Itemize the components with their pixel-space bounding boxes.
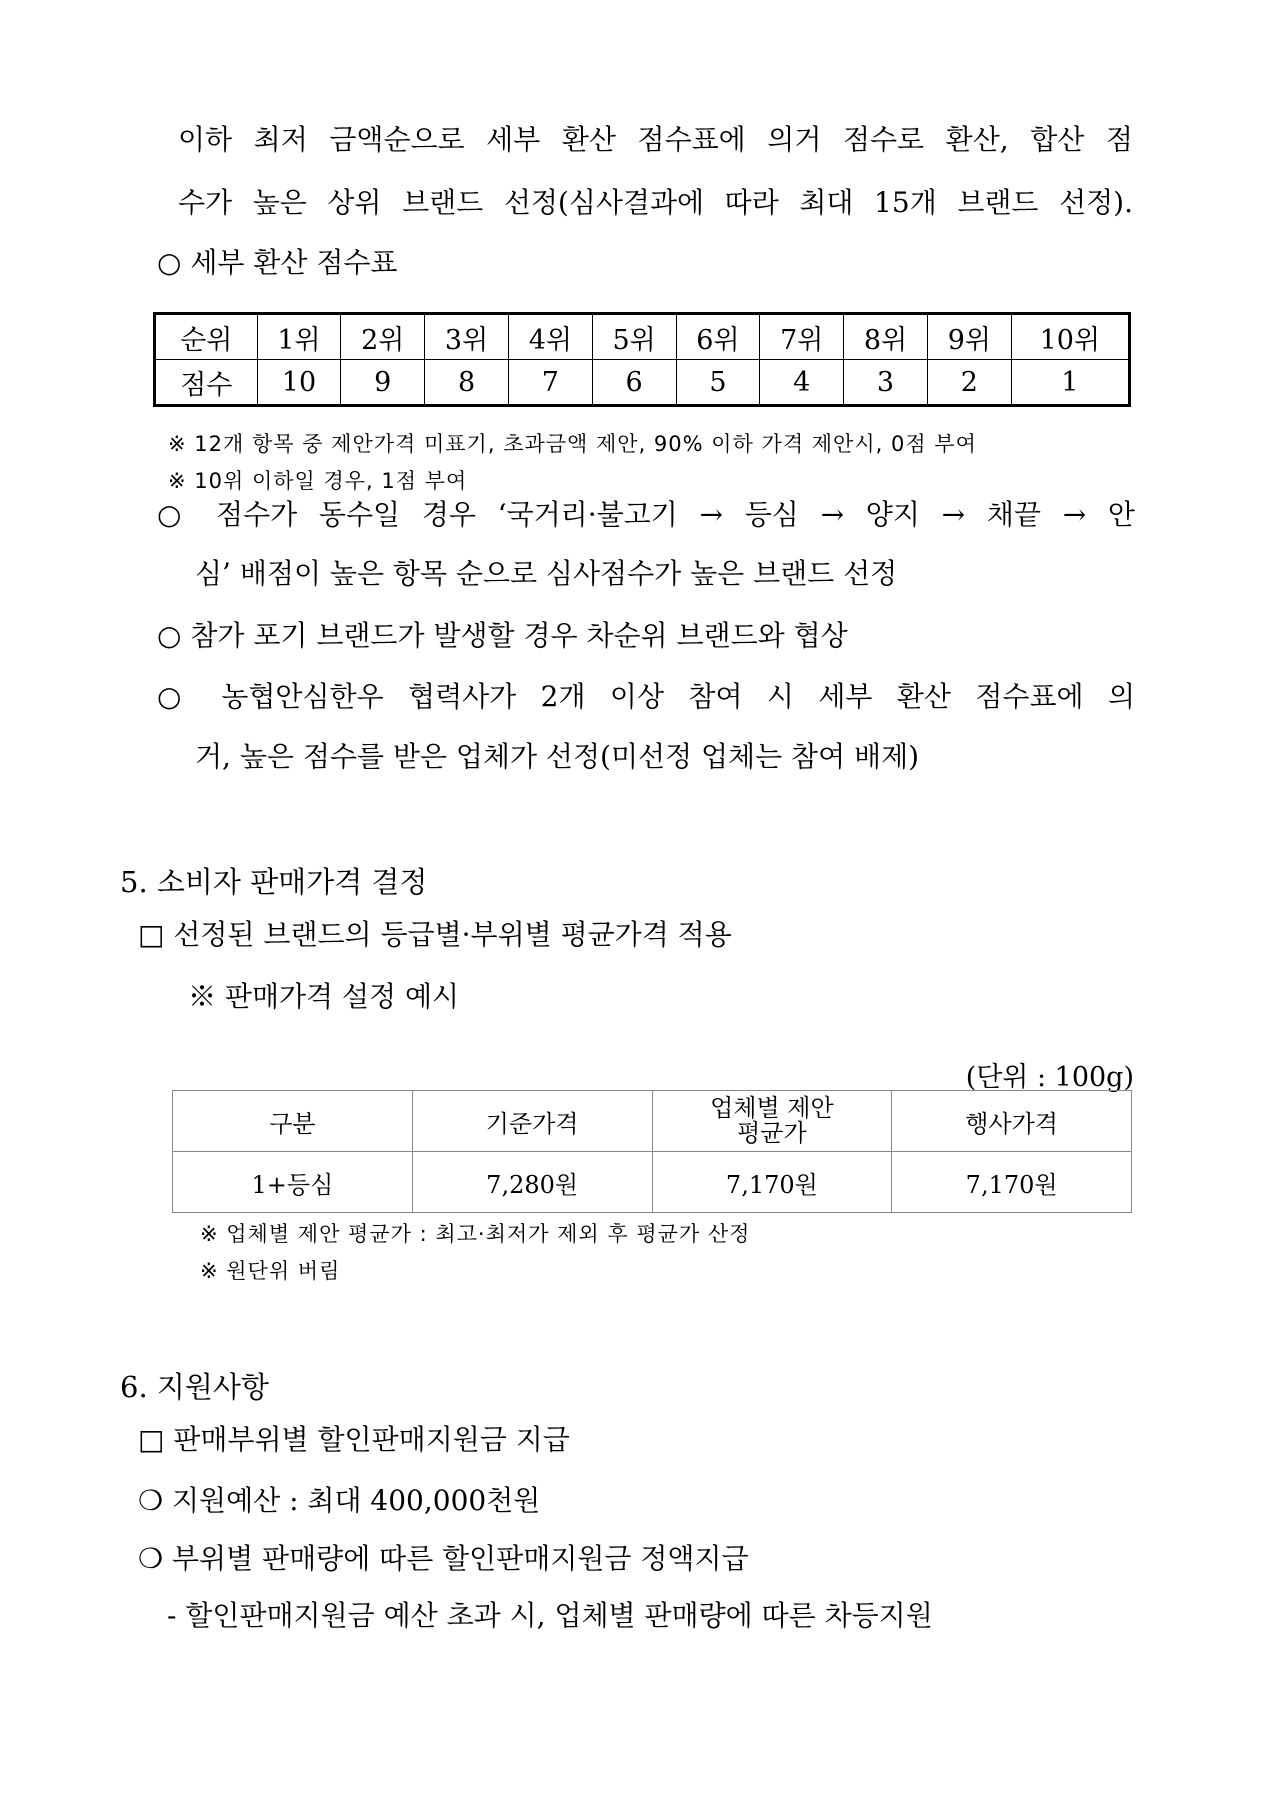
price-table bbox=[172, 1090, 1132, 1213]
score-cell: 2 bbox=[927, 360, 1011, 406]
price-data-row bbox=[173, 1152, 1132, 1213]
rank-cell: 4위 bbox=[508, 314, 592, 360]
score-table bbox=[153, 312, 1131, 407]
rank-cell: 7위 bbox=[760, 314, 844, 360]
fixed-support-line: ❍ 부위별 판매량에 따른 할인판매지원금 정액지급 bbox=[138, 1542, 749, 1575]
partner-rule-line-2: 거, 높은 점수를 받은 업체가 선정(미선정 업체는 참여 배제) bbox=[195, 740, 920, 773]
price-example-caption: ※ 판매가격 설정 예시 bbox=[188, 980, 460, 1013]
intro-line-1: 이하 최저 금액순으로 세부 환산 점수표에 의거 점수로 환산, 합산 점 bbox=[178, 123, 1133, 156]
section-5-title: 5. 소비자 판매가격 결정 bbox=[120, 865, 428, 899]
cell-avg-proposal: 7,170원 bbox=[652, 1152, 892, 1213]
header-category: 구분 bbox=[173, 1091, 413, 1152]
cell-category: 1+등심 bbox=[173, 1152, 413, 1213]
differential-support-line: - 할인판매지원금 예산 초과 시, 업체별 판매량에 따른 차등지원 bbox=[167, 1599, 933, 1632]
cell-base-price: 7,280원 bbox=[412, 1152, 652, 1213]
tie-rule-line-2: 심’ 배점이 높은 항목 순으로 심사점수가 높은 브랜드 선정 bbox=[195, 557, 898, 590]
score-note-2: ※ 10위 이하일 경우, 1점 부여 bbox=[168, 469, 468, 493]
header-avg-proposal bbox=[652, 1091, 892, 1152]
rank-cell: 6위 bbox=[676, 314, 760, 360]
score-row-header: 점수 bbox=[155, 360, 258, 406]
score-cell: 3 bbox=[844, 360, 928, 406]
score-cell: 4 bbox=[760, 360, 844, 406]
tie-rule-line-1: ○ 점수가 동수일 경우 ‘국거리·불고기 → 등심 → 양지 → 채끝 → 안 bbox=[157, 498, 1135, 531]
header-base-price: 기준가격 bbox=[412, 1091, 652, 1152]
rank-cell: 5위 bbox=[592, 314, 676, 360]
score-cell: 5 bbox=[676, 360, 760, 406]
price-header-row bbox=[173, 1091, 1132, 1152]
score-cell: 7 bbox=[508, 360, 592, 406]
rank-cell: 2위 bbox=[341, 314, 425, 360]
score-cell: 10 bbox=[257, 360, 341, 406]
unit-label: (단위 : 100g) bbox=[965, 1062, 1134, 1093]
intro-line-2: 수가 높은 상위 브랜드 선정(심사결과에 따라 최대 15개 브랜드 선정). bbox=[178, 186, 1133, 219]
score-cell: 6 bbox=[592, 360, 676, 406]
rank-cell: 9위 bbox=[927, 314, 1011, 360]
rank-row bbox=[155, 314, 1130, 360]
forfeit-rule: ○ 참가 포기 브랜드가 발생할 경우 차순위 브랜드와 협상 bbox=[157, 619, 848, 652]
rank-cell: 1위 bbox=[257, 314, 341, 360]
price-note-2: ※ 원단위 버림 bbox=[200, 1259, 341, 1283]
score-cell: 1 bbox=[1011, 360, 1129, 406]
section-5-item: □ 선정된 브랜드의 등급별·부위별 평균가격 적용 bbox=[138, 918, 732, 951]
score-table-caption: ○ 세부 환산 점수표 bbox=[157, 246, 398, 279]
section-6-item: □ 판매부위별 할인판매지원금 지급 bbox=[138, 1423, 570, 1456]
budget-line: ❍ 지원예산 : 최대 400,000천원 bbox=[138, 1484, 541, 1517]
score-cell: 9 bbox=[341, 360, 425, 406]
section-6-title: 6. 지원사항 bbox=[120, 1370, 269, 1404]
header-event-price: 행사가격 bbox=[892, 1091, 1132, 1152]
cell-event-price: 7,170원 bbox=[892, 1152, 1132, 1213]
header-avg-proposal-line-2: 평균가 bbox=[737, 1119, 807, 1147]
price-note-1: ※ 업체별 제안 평균가 : 최고·최저가 제외 후 평균가 산정 bbox=[200, 1222, 751, 1246]
rank-cell: 10위 bbox=[1011, 314, 1129, 360]
header-avg-proposal-line-1: 업체별 제안 bbox=[710, 1093, 834, 1122]
score-cell: 8 bbox=[425, 360, 509, 406]
score-row bbox=[155, 360, 1130, 406]
partner-rule-line-1: ○ 농협안심한우 협력사가 2개 이상 참여 시 세부 환산 점수표에 의 bbox=[157, 680, 1135, 713]
rank-cell: 8위 bbox=[844, 314, 928, 360]
score-note-1: ※ 12개 항목 중 제안가격 미표기, 초과금액 제안, 90% 이하 가격 제안시, 0점 부여 bbox=[168, 432, 977, 456]
rank-cell: 3위 bbox=[425, 314, 509, 360]
rank-row-header: 순위 bbox=[155, 314, 258, 360]
